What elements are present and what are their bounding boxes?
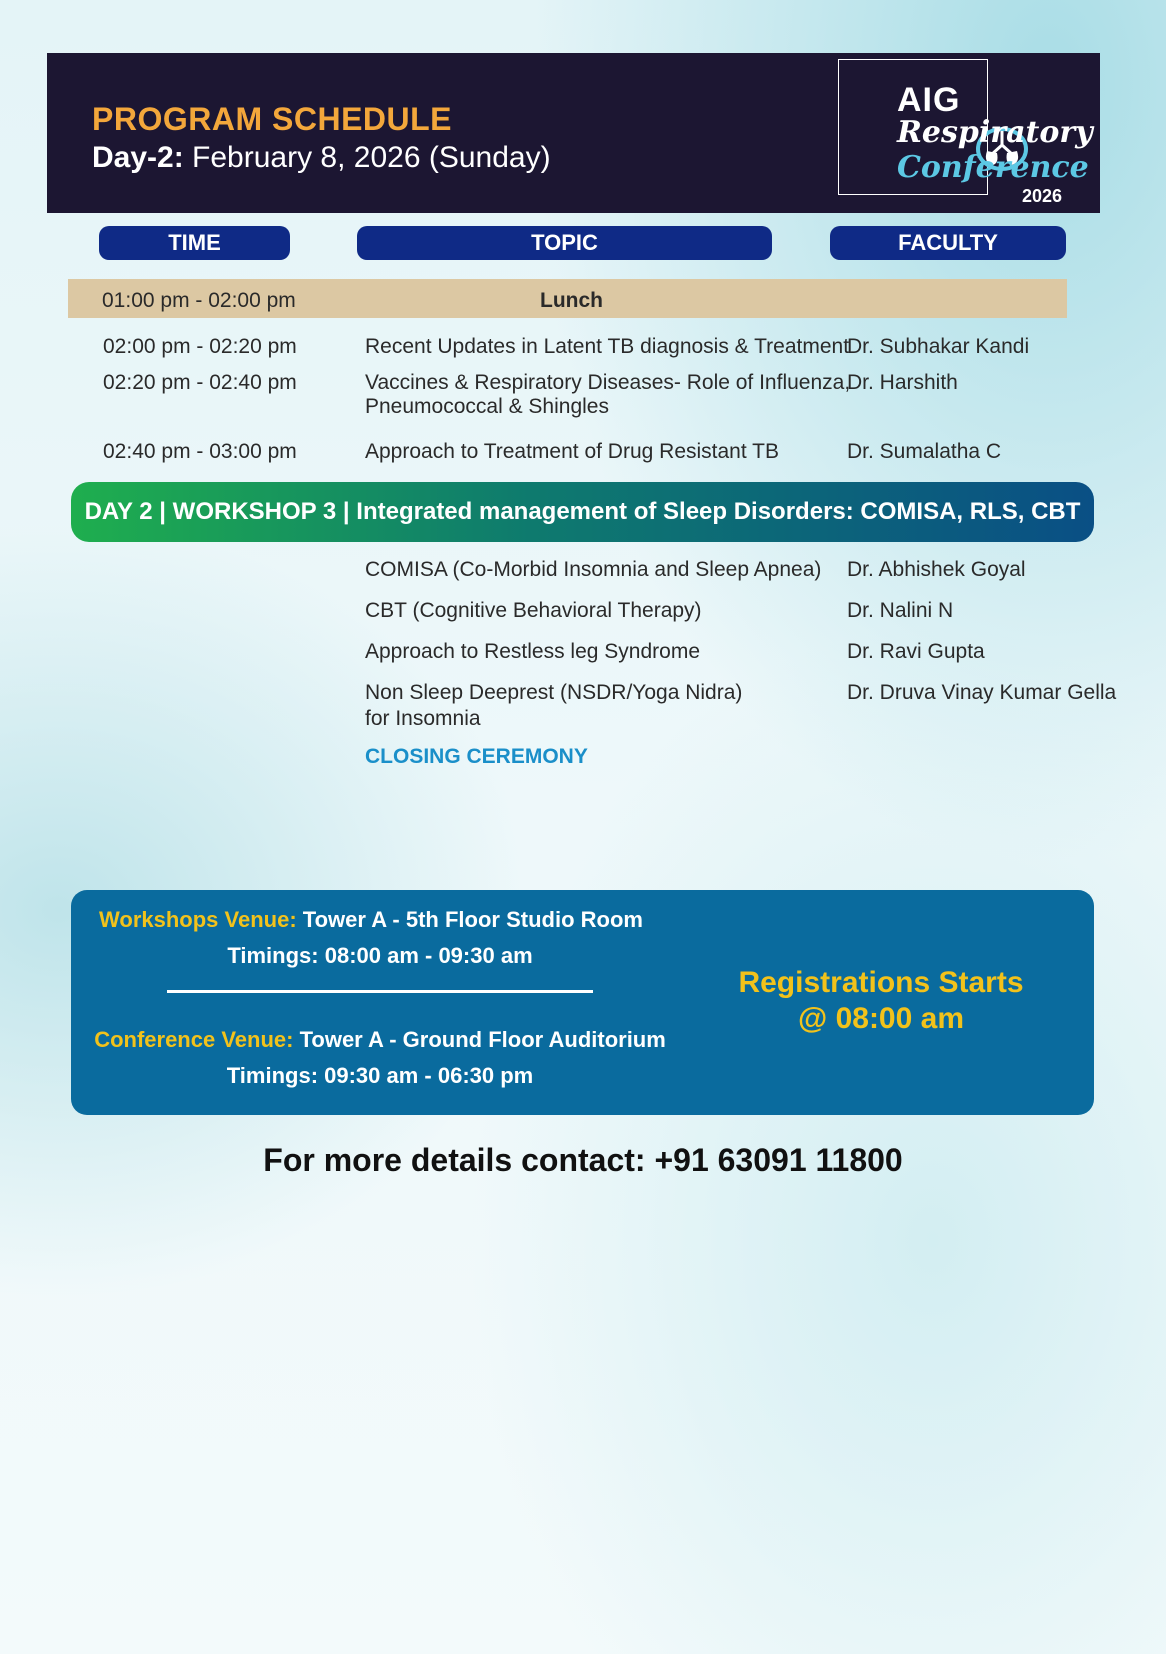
workshops-venue-value: Tower A - 5th Floor Studio Room: [302, 907, 643, 932]
workshops-venue: [71, 907, 671, 933]
workshop-faculty: Dr. Nalini N: [847, 599, 954, 622]
registration-line-2: @ 08:00 am: [797, 1002, 964, 1035]
session-faculty: Dr. Harshith: [847, 371, 958, 394]
closing-ceremony: CLOSING CEREMONY: [365, 745, 588, 768]
conference-venue-label: Conference Venue:: [94, 1027, 294, 1052]
session-faculty: Dr. Sumalatha C: [847, 440, 1002, 463]
logo-aig-text: AIG: [897, 81, 961, 119]
workshop-topic: COMISA (Co-Morbid Insomnia and Sleep Apnea): [365, 558, 822, 581]
session-topic: Approach to Treatment of Drug Resistant TB: [365, 440, 779, 463]
registration-notice: [711, 965, 1051, 1037]
conference-timings: Timings: 09:30 am - 06:30 pm: [226, 1063, 534, 1088]
session-topic: Vaccines & Respiratory Diseases- Role of Influenza,: [365, 371, 851, 394]
workshops-venue-label: Workshops Venue:: [99, 907, 297, 932]
workshop-faculty: Dr. Druva Vinay Kumar Gella: [847, 681, 1117, 704]
logo-respiratory-text: Respiratory: [897, 115, 1093, 150]
session-topic-continued: Pneumococcal & Shingles: [365, 395, 609, 418]
lunch-time: 01:00 pm - 02:00 pm: [102, 289, 296, 312]
lunch-label: Lunch: [540, 289, 603, 312]
faculty-column-header: FACULTY: [830, 226, 1066, 260]
registration-line-1: Registrations Starts: [738, 966, 1024, 999]
session-time: 02:20 pm - 02:40 pm: [103, 371, 297, 394]
venue-divider: [167, 990, 593, 993]
topic-column-header: TOPIC: [357, 226, 772, 260]
session-time: 02:00 pm - 02:20 pm: [103, 335, 297, 358]
page-title: PROGRAM SCHEDULE: [92, 101, 453, 137]
session-faculty: Dr. Subhakar Kandi: [847, 335, 1030, 358]
workshops-timings: Timings: 08:00 am - 09:30 am: [227, 943, 533, 968]
time-column-header: TIME: [99, 226, 290, 260]
workshop-topic: Approach to Restless leg Syndrome: [365, 640, 701, 663]
session-topic: Recent Updates in Latent TB diagnosis & Treatment: [365, 335, 850, 358]
contact-line: For more details contact: +91 63091 11800: [263, 1142, 903, 1178]
conference-venue-value: Tower A - Ground Floor Auditorium: [299, 1027, 666, 1052]
venue-panel: [71, 890, 1094, 1115]
header-banner: [47, 53, 1100, 213]
day-date: February 8, 2026 (Sunday): [192, 141, 551, 174]
workshop-topic: Non Sleep Deeprest (NSDR/Yoga Nidra): [365, 681, 743, 704]
workshop-topic-continued: for Insomnia: [365, 707, 481, 730]
logo-conference-text: Conference: [897, 150, 1089, 185]
conference-venue: [71, 1027, 689, 1053]
day-label: Day-2:: [92, 141, 184, 174]
day-line: [92, 141, 551, 175]
workshop-faculty: Dr. Ravi Gupta: [847, 640, 985, 663]
workshop-banner: DAY 2 | WORKSHOP 3 | Integrated management of Sleep Disorders: COMISA, RLS, CBT: [71, 482, 1094, 542]
workshop-topic: CBT (Cognitive Behavioral Therapy): [365, 599, 702, 622]
workshop-faculty: Dr. Abhishek Goyal: [847, 558, 1026, 581]
logo-year: 2026: [1022, 186, 1063, 206]
session-time: 02:40 pm - 03:00 pm: [103, 440, 297, 463]
